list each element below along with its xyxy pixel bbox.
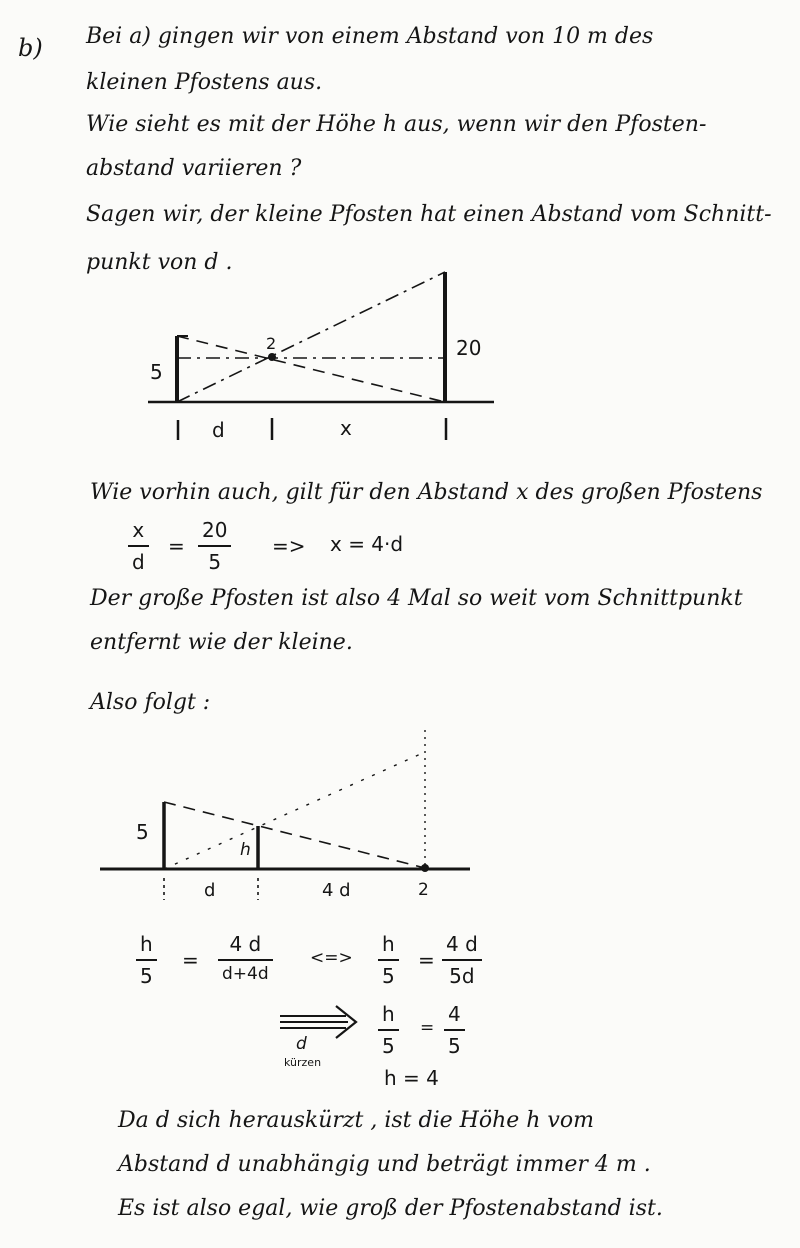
eq1-lhs-den: 5: [140, 964, 153, 988]
ratio-rhs-den: 5: [208, 550, 222, 574]
figure-1-large-height-label: 20: [456, 336, 482, 360]
eq1-equals: =: [182, 948, 199, 972]
eq3-lhs-fraction: [378, 1002, 399, 1058]
conclusion-1-line-1: Der große Pfosten ist also 4 Mal so weit vom Schnittpunkt: [90, 586, 743, 611]
figure-2-distance-d: d: [204, 880, 216, 901]
arrow-label-d: d: [296, 1034, 307, 1054]
eq2-rhs-num: 4 d: [446, 932, 478, 956]
ratio-implies: =>: [272, 534, 306, 558]
eq2-lhs-num: h: [382, 932, 395, 956]
eq3-lhs-num: h: [382, 1002, 395, 1026]
figure-2-point-label: 2: [418, 880, 429, 900]
fraction-bar: [444, 1029, 465, 1031]
eq3-lhs-den: 5: [382, 1034, 395, 1058]
intro-line-3: Wie sieht es mit der Höhe h aus, wenn wir den Pfosten-: [86, 112, 707, 137]
figure-1-distance-d: d: [212, 418, 225, 442]
ratio-result: x = 4·d: [330, 532, 404, 556]
figure-2-height-label: 5: [136, 820, 149, 844]
part-label: b): [18, 34, 43, 62]
eq4-result: h = 4: [384, 1066, 439, 1090]
final-line-3: Es ist also egal, wie groß der Pfostenabstand ist.: [118, 1196, 663, 1221]
eq1-lhs-num: h: [140, 932, 153, 956]
intro-line-4: abstand variieren ?: [86, 156, 302, 181]
arrow-label-kuerzen: kürzen: [284, 1056, 322, 1069]
intro-line-1: Bei a) gingen wir von einem Abstand von 10 m des: [86, 24, 654, 49]
figure-1-intersection-label: 2: [266, 334, 277, 353]
final-line-2: Abstand d unabhängig und beträgt immer 4 m .: [118, 1152, 651, 1177]
intro-line-6: punkt von d .: [86, 250, 233, 275]
also-folgt: Also folgt :: [90, 690, 211, 715]
eq1-rhs-den: d+4d: [222, 964, 269, 984]
eq3-rhs-fraction: [444, 1002, 465, 1058]
intro-line-5: Sagen wir, der kleine Pfosten hat einen Abstand vom Schnitt-: [86, 202, 772, 227]
eq2-rhs-den: 5d: [449, 964, 475, 988]
fraction-bar: [378, 1029, 399, 1031]
ratio-lhs-den: d: [132, 550, 145, 574]
figure-1-distance-x: x: [340, 416, 352, 440]
conclusion-1-line-2: entfernt wie der kleine.: [90, 630, 353, 655]
eq1-rhs-num: 4 d: [229, 932, 262, 956]
ratio-text: Wie vorhin auch, gilt für den Abstand x des großen Pfostens: [90, 480, 763, 505]
eq3-equals: =: [420, 1018, 435, 1038]
ratio-rhs-num: 20: [202, 518, 228, 542]
ratio-lhs-num: x: [132, 518, 145, 542]
figure-2-distance-4d: 4 d: [322, 880, 351, 901]
eq2-equals: =: [418, 948, 435, 972]
figure-1-small-height-label: 5: [150, 360, 163, 384]
eq2-lhs-den: 5: [382, 964, 395, 988]
eq3-rhs-num: 4: [448, 1002, 461, 1026]
final-line-1: Da d sich herauskürzt , ist die Höhe h vom: [118, 1108, 594, 1133]
eq3-rhs-den: 5: [448, 1034, 461, 1058]
intro-line-2: kleinen Pfostens aus.: [86, 70, 323, 95]
equiv-symbol: <=>: [310, 948, 353, 968]
ratio-equals: =: [168, 534, 185, 558]
figure-2-unknown-height-label: h: [240, 840, 251, 860]
